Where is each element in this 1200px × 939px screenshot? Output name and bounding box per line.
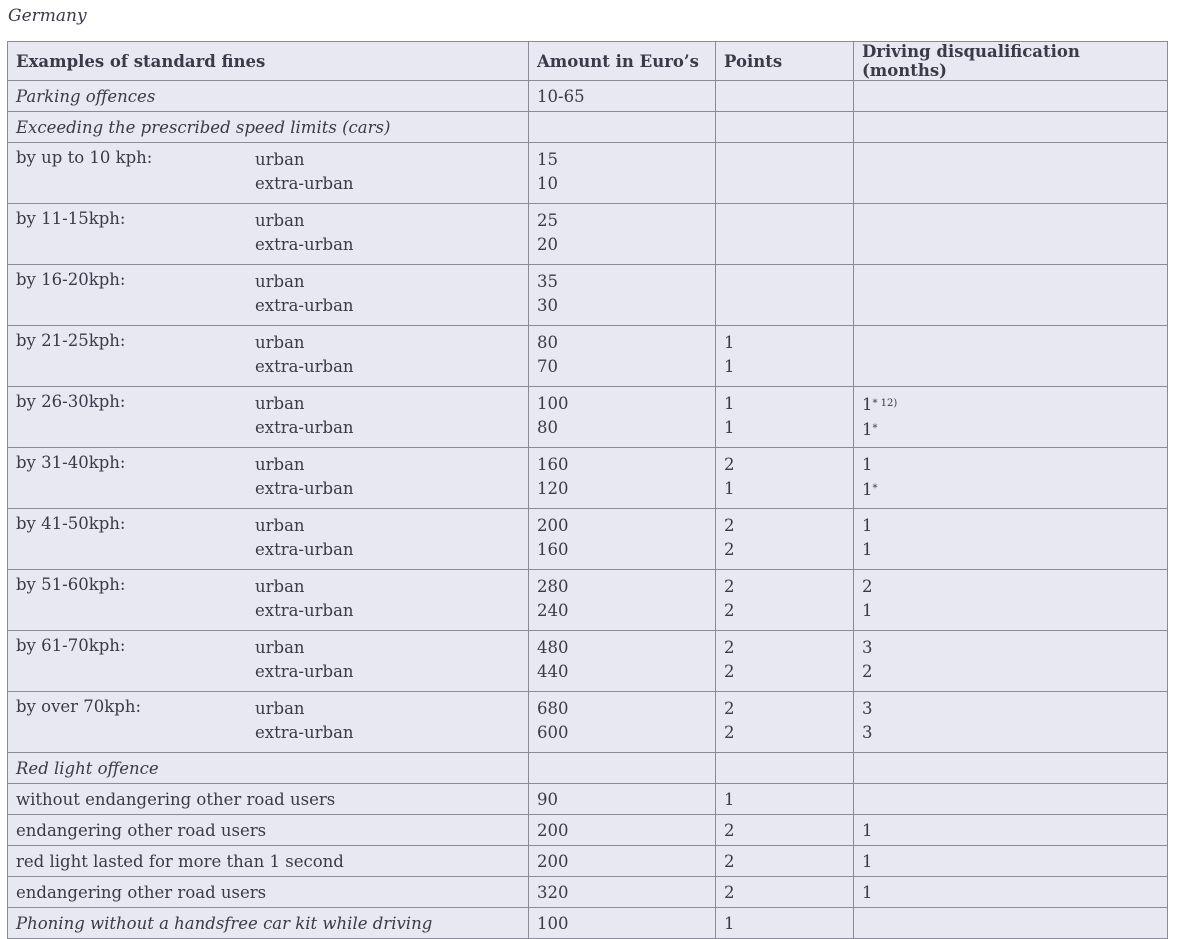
disqualification-cell [854,509,1168,570]
fines-table [7,41,1168,939]
row-label: Exceeding the prescribed speed limits (cars) [8,112,529,143]
amount-urban: 15 [537,150,558,169]
disqualification-cell [854,448,1168,509]
amount-cell [529,692,716,753]
speed-range-cell [8,570,529,631]
extra-urban-label: extra-urban [255,296,354,315]
points-urban: 2 [724,516,735,535]
amount-extra-urban: 80 [537,418,558,437]
amount-urban: 680 [537,699,569,718]
amount-urban: 280 [537,577,569,596]
amount-cell: 10-65 [529,81,716,112]
header-amount: Amount in Euro’s [529,42,716,81]
disqualification-cell [854,753,1168,784]
urban-label: urban [255,516,305,535]
disq-urban [862,392,1159,417]
row-label: without endangering other road users [8,784,529,815]
disq-value: 1 [862,395,873,414]
disqualification-cell [854,112,1168,143]
amount-extra-urban: 70 [537,357,558,376]
points-cell [716,387,854,448]
speed-range-label: by 41-50kph: [16,514,126,533]
points-extra-urban: 2 [724,601,735,620]
points-cell [716,326,854,387]
points-urban: 1 [724,333,735,352]
points-cell: 2 [716,815,854,846]
amount-cell [529,112,716,143]
amount-cell [529,631,716,692]
extra-urban-label: extra-urban [255,601,354,620]
amount-extra-urban: 10 [537,174,558,193]
points-cell [716,143,854,204]
points-extra-urban: 1 [724,418,735,437]
speed-range-label: by up to 10 kph: [16,148,153,167]
disq-urban: 3 [862,699,873,718]
disqualification-cell [854,81,1168,112]
amount-urban: 25 [537,211,558,230]
speed-range-cell [8,326,529,387]
disqualification-cell [854,326,1168,387]
amount-cell: 100 [529,908,716,939]
disq-extra-urban: 3 [862,723,873,742]
urban-label: urban [255,638,305,657]
points-cell [716,753,854,784]
row-label: red light lasted for more than 1 second [8,846,529,877]
extra-urban-label: extra-urban [255,418,354,437]
points-urban: 2 [724,699,735,718]
points-extra-urban: 1 [724,479,735,498]
speed-range-label: by 31-40kph: [16,453,126,472]
amount-extra-urban: 440 [537,662,569,681]
table-row [8,112,1168,143]
header-points: Points [716,42,854,81]
points-cell: 2 [716,877,854,908]
speed-range-label: by 11-15kph: [16,209,126,228]
amount-extra-urban: 600 [537,723,569,742]
speed-range-label: by 21-25kph: [16,331,126,350]
header-row [8,42,1168,81]
speed-range-label: by over 70kph: [16,697,142,716]
speed-range-cell [8,204,529,265]
disq-urban: 1 [862,516,873,535]
row-label: Phoning without a handsfree car kit while driving [8,908,529,939]
disqualification-cell [854,204,1168,265]
header-examples: Examples of standard fines [8,42,529,81]
table-row [8,846,1168,877]
amount-cell [529,570,716,631]
disqualification-cell: 1 [854,877,1168,908]
points-cell [716,265,854,326]
table-row [8,509,1168,570]
urban-label: urban [255,333,305,352]
points-cell [716,448,854,509]
points-cell: 1 [716,784,854,815]
points-urban: 1 [724,394,735,413]
urban-label: urban [255,211,305,230]
disqualification-cell [854,631,1168,692]
table-row [8,265,1168,326]
row-label: endangering other road users [8,877,529,908]
amount-urban: 200 [537,516,569,535]
urban-label: urban [255,394,305,413]
extra-urban-label: extra-urban [255,540,354,559]
footnote-marker: * [872,483,878,494]
points-cell [716,631,854,692]
disqualification-cell [854,143,1168,204]
points-extra-urban: 2 [724,723,735,742]
amount-cell: 200 [529,815,716,846]
extra-urban-label: extra-urban [255,479,354,498]
amount-urban: 480 [537,638,569,657]
disq-value: 1 [862,420,873,439]
amount-urban: 160 [537,455,569,474]
speed-range-cell [8,265,529,326]
table-row [8,753,1168,784]
points-cell [716,570,854,631]
speed-range-label: by 16-20kph: [16,270,126,289]
points-cell: 1 [716,908,854,939]
extra-urban-label: extra-urban [255,662,354,681]
disq-urban: 1 [862,455,873,474]
points-cell [716,204,854,265]
disq-extra-urban: 1 [862,540,873,559]
urban-label: urban [255,455,305,474]
points-extra-urban: 2 [724,662,735,681]
speed-range-cell [8,143,529,204]
urban-label: urban [255,272,305,291]
footnote-marker: * 12) [872,398,898,409]
disqualification-cell [854,265,1168,326]
disq-extra-urban [862,477,1159,502]
row-label: Parking offences [8,81,529,112]
speed-range-cell [8,692,529,753]
amount-urban: 35 [537,272,558,291]
disqualification-cell [854,908,1168,939]
amount-extra-urban: 240 [537,601,569,620]
amount-cell: 90 [529,784,716,815]
table-row [8,877,1168,908]
amount-cell [529,448,716,509]
table-row [8,143,1168,204]
urban-label: urban [255,699,305,718]
speed-range-label: by 26-30kph: [16,392,126,411]
amount-cell [529,204,716,265]
extra-urban-label: extra-urban [255,723,354,742]
disqualification-cell [854,784,1168,815]
amount-urban: 100 [537,394,569,413]
points-urban: 2 [724,577,735,596]
points-extra-urban: 1 [724,357,735,376]
points-cell: 2 [716,846,854,877]
points-cell [716,112,854,143]
extra-urban-label: extra-urban [255,174,354,193]
table-row [8,692,1168,753]
urban-label: urban [255,150,305,169]
points-urban: 2 [724,455,735,474]
disqualification-cell: 1 [854,815,1168,846]
amount-extra-urban: 30 [537,296,558,315]
disqualification-cell: 1 [854,846,1168,877]
disq-extra-urban [862,417,1159,442]
amount-extra-urban: 20 [537,235,558,254]
amount-extra-urban: 120 [537,479,569,498]
table-row [8,448,1168,509]
footnote-marker: * [872,423,878,434]
amount-cell [529,509,716,570]
disqualification-cell [854,570,1168,631]
points-extra-urban: 2 [724,540,735,559]
table-row [8,570,1168,631]
points-cell [716,81,854,112]
page-caption: Germany [8,6,87,26]
table-row [8,326,1168,387]
row-label: Red light offence [8,753,529,784]
amount-cell: 320 [529,877,716,908]
disqualification-cell [854,692,1168,753]
disq-extra-urban: 1 [862,601,873,620]
row-label: endangering other road users [8,815,529,846]
amount-cell [529,143,716,204]
speed-range-cell [8,448,529,509]
header-disqualification: Driving disqualification (months) [854,42,1168,81]
table-row [8,387,1168,448]
disq-urban: 2 [862,577,873,596]
speed-range-label: by 61-70kph: [16,636,126,655]
table-row [8,908,1168,939]
disqualification-cell [854,387,1168,448]
urban-label: urban [255,577,305,596]
amount-extra-urban: 160 [537,540,569,559]
table-row [8,631,1168,692]
points-cell [716,692,854,753]
speed-range-cell [8,509,529,570]
amount-cell: 200 [529,846,716,877]
disq-urban: 3 [862,638,873,657]
extra-urban-label: extra-urban [255,357,354,376]
disq-value: 1 [862,480,873,499]
disq-extra-urban: 2 [862,662,873,681]
speed-range-cell [8,387,529,448]
points-urban: 2 [724,638,735,657]
amount-urban: 80 [537,333,558,352]
amount-cell [529,387,716,448]
points-cell [716,509,854,570]
amount-cell [529,265,716,326]
extra-urban-label: extra-urban [255,235,354,254]
table-row [8,815,1168,846]
speed-range-cell [8,631,529,692]
table-row [8,204,1168,265]
table-row [8,81,1168,112]
table-row [8,784,1168,815]
amount-cell [529,753,716,784]
speed-range-label: by 51-60kph: [16,575,126,594]
amount-cell [529,326,716,387]
